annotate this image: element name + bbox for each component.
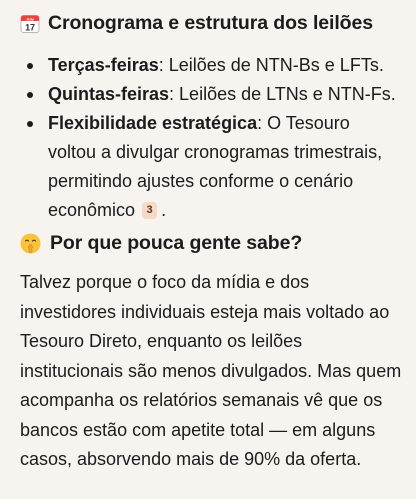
- why-paragraph: Talvez porque o foco da mídia e dos investidores individuais esteja mais voltado ao Tesouro Direto, enquanto os leilões institucionais são menos divulgados. Mas quem acompanha os relatórios semanais vê que os bancos estão com apetite total — em alguns casos, absorvendo mais de 90% da oferta.: [20, 272, 402, 469]
- why-paragraph-block: [20, 268, 402, 475]
- list-item: [20, 51, 402, 80]
- bullet-dot: [27, 63, 33, 69]
- svg-text:17: 17: [25, 22, 35, 32]
- schedule-bullet-list: [20, 51, 402, 225]
- citation-badge[interactable]: 3: [142, 202, 157, 219]
- bullet-dot: [27, 121, 33, 127]
- shushing-face-icon: [20, 233, 41, 254]
- why-heading: [20, 232, 406, 255]
- bullet-text: : O Tesouro voltou a divulgar cronogramas trimestrais, permitindo ajustes conforme o cenário econômico: [48, 113, 383, 220]
- bullet-text: : Leilões de LTNs e NTN-Fs.: [169, 84, 396, 104]
- why-heading-text: Por que pouca gente sabe?: [50, 232, 303, 254]
- bullet-text: : Leilões de NTN-Bs e LFTs.: [158, 55, 384, 75]
- section-schedule: [20, 12, 406, 35]
- section-why: [20, 232, 406, 255]
- bullet-bold-label: Flexibilidade estratégica: [48, 113, 258, 133]
- svg-text:July: July: [26, 15, 34, 21]
- schedule-heading-text: Cronograma e estrutura dos leilões: [48, 12, 373, 34]
- list-item: [20, 109, 402, 225]
- calendar-icon: [20, 14, 40, 34]
- bullet-tail: .: [161, 200, 167, 220]
- bullet-bold-label: Quintas-feiras: [48, 84, 170, 104]
- schedule-heading: [20, 12, 406, 35]
- list-item: [20, 80, 402, 109]
- bullet-dot: [27, 92, 33, 98]
- bullet-bold-label: Terças-feiras: [48, 55, 159, 75]
